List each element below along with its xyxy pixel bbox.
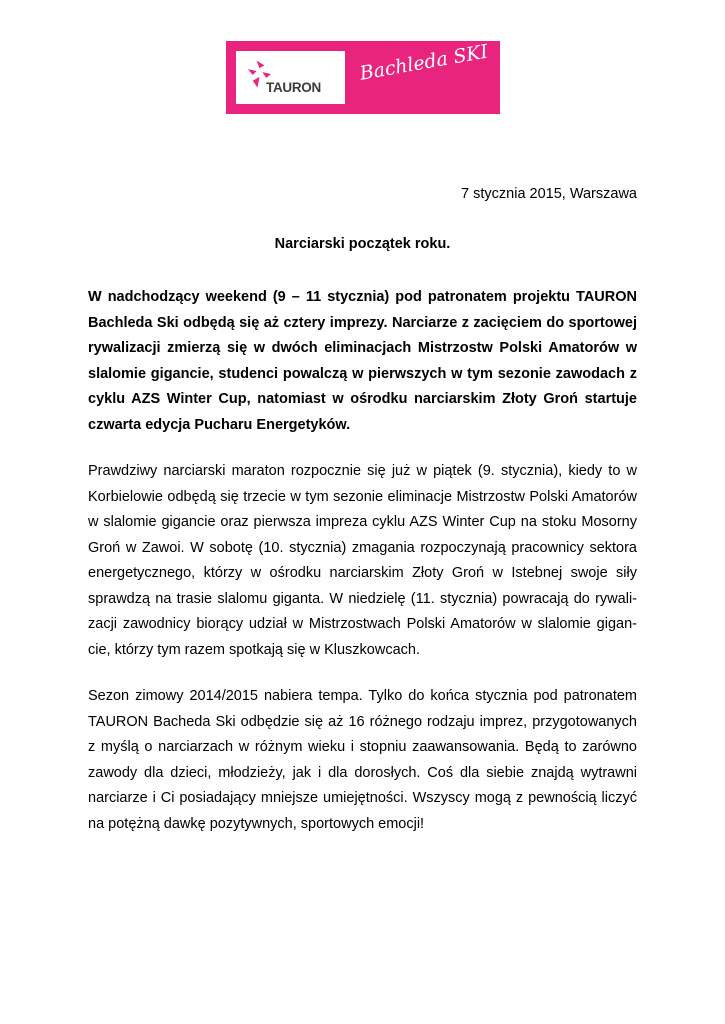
body-paragraph-2: Sezon zimowy 2014/2015 nabiera tempa. Tylko do końca stycznia pod patronatem TAURON Bacheda Ski odbędzie się aż 16 różnego rodzaju imprez, przygotowanych z myślą o narciarzach w różnym wieku i stopniu zaawansowania. Będą to zarówno zawody dla dzieci, młodzieży, jak i dla dorosłych. Coś dla siebie znajdą wytrawni narciarze i Ci posiadający mniejsze umiejętności. Wszyscy mogą z pewnością liczyć na potężną dawkę pozytywnych, sportowych emocji! xyxy=(88,688,637,832)
header-banner xyxy=(226,41,500,114)
date-line: 7 stycznia 2015, Warszawa xyxy=(461,186,637,202)
bachleda-ski-wordmark: Bachleda SKI xyxy=(358,40,490,85)
tauron-logo xyxy=(236,51,345,104)
lead-paragraph: W nadchodzący weekend (9 – 11 stycznia) pod patronatem projektu TAURON Bachleda Ski odbędą się aż cztery imprezy. Narciarze z zacięciem do sportowej rywalizacji zmierzą się w dwóch eliminacjach Mistrzostw Polski Amatorów w slalomie gigancie, studenci powalczą w pierwszych w tym sezonie zawodach z cyklu AZS Winter Cup, natomiast w ośrodku narciarskim Złoty Groń startuje czwarta edycja Pucharu Energetyków. xyxy=(88,289,637,433)
body-paragraph-1: Prawdziwy narciarski maraton rozpocznie się już w piątek (9. stycznia), kiedy to w Korbielowie odbędą się trzecie w tym sezonie eliminacje Mistrzostw Polski Amatorów w slalomie gigancie oraz pierwsza impreza cyklu AZS Winter Cup na stoku Mosorny Groń w Zawoi. W sobotę (10. stycznia) zmagania rozpoczynają pracownicy sektora energetycznego, którzy w ośrodku narciarskim Złoty Groń w Istebnej swoje siły sprawdzą na trasie slalomu giganta. W niedzielę (11. stycznia) powracają do rywali-zacji zawodnicy biorący udział w Mistrzostwach Polski Amatorów w slalomie gigan-cie, którzy tym razem spotkają się w Kluszkowcach. xyxy=(88,463,637,658)
tauron-wordmark: TAURON xyxy=(266,80,321,95)
document-title: Narciarski początek roku. xyxy=(274,236,451,252)
